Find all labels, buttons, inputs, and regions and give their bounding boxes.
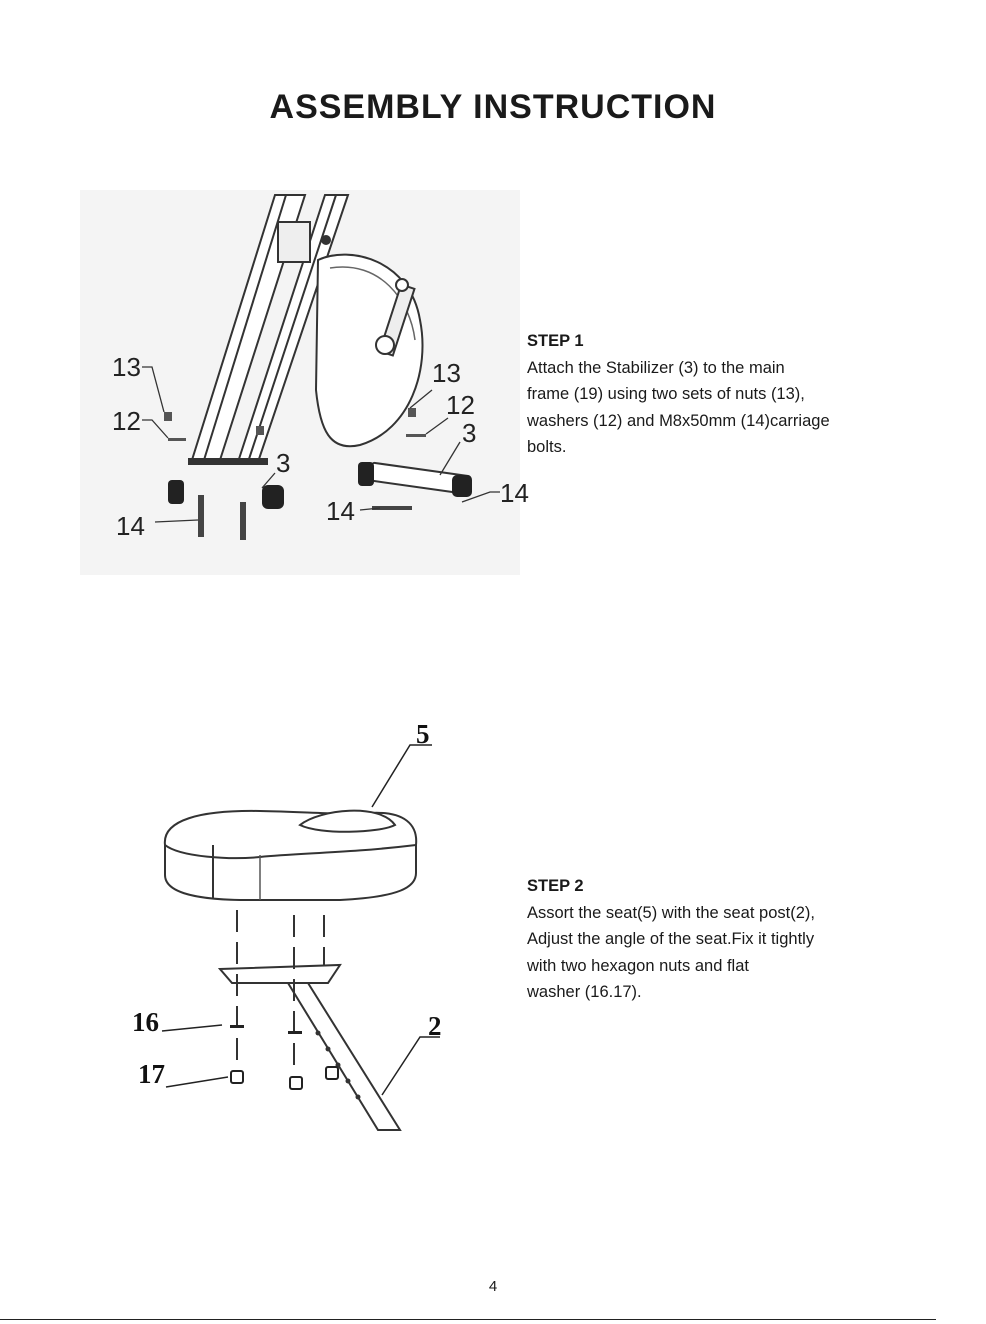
step2-line: Assort the seat(5) with the seat post(2), <box>527 903 815 922</box>
step2-seat-illustration <box>110 715 470 1135</box>
step2-line: washer (16.17). <box>527 983 642 1001</box>
callout-13-left: 13 <box>112 352 141 382</box>
page-title: ASSEMBLY INSTRUCTION <box>269 88 717 126</box>
step2-line: Adjust the angle of the seat.Fix it tightly <box>527 930 815 948</box>
step1-line: washers (12) and M8x50mm (14)carriage <box>527 411 830 430</box>
step1-text <box>527 328 867 461</box>
step1-line: Attach the Stabilizer (3) to the main <box>527 358 785 377</box>
callout-2: 2 <box>428 1011 442 1041</box>
callout-5: 5 <box>416 719 430 749</box>
callout-14-middle: 14 <box>326 496 355 526</box>
step1-line: bolts. <box>527 438 567 456</box>
callout-14-right: 14 <box>500 478 529 508</box>
step2-diagram <box>110 715 470 1135</box>
callout-17: 17 <box>138 1059 165 1089</box>
step2-text <box>527 873 867 1006</box>
callout-12-right: 12 <box>446 390 475 420</box>
step1-line: frame (19) using two sets of nuts (13), <box>527 385 805 403</box>
callout-13-right: 13 <box>432 358 461 388</box>
callout-3-left: 3 <box>276 448 291 478</box>
step2-line: with two hexagon nuts and flat <box>527 956 749 975</box>
page-number: 4 <box>488 1278 498 1295</box>
bottom-divider <box>0 1319 936 1320</box>
step2-heading: STEP 2 <box>527 877 584 895</box>
callout-12-left: 12 <box>112 406 141 436</box>
step1-heading: STEP 1 <box>527 332 584 350</box>
callout-3-right: 3 <box>462 418 477 448</box>
step1-frame-illustration <box>80 190 529 575</box>
callout-16: 16 <box>132 1007 159 1037</box>
step1-diagram <box>80 190 529 575</box>
callout-14-left: 14 <box>116 511 145 541</box>
